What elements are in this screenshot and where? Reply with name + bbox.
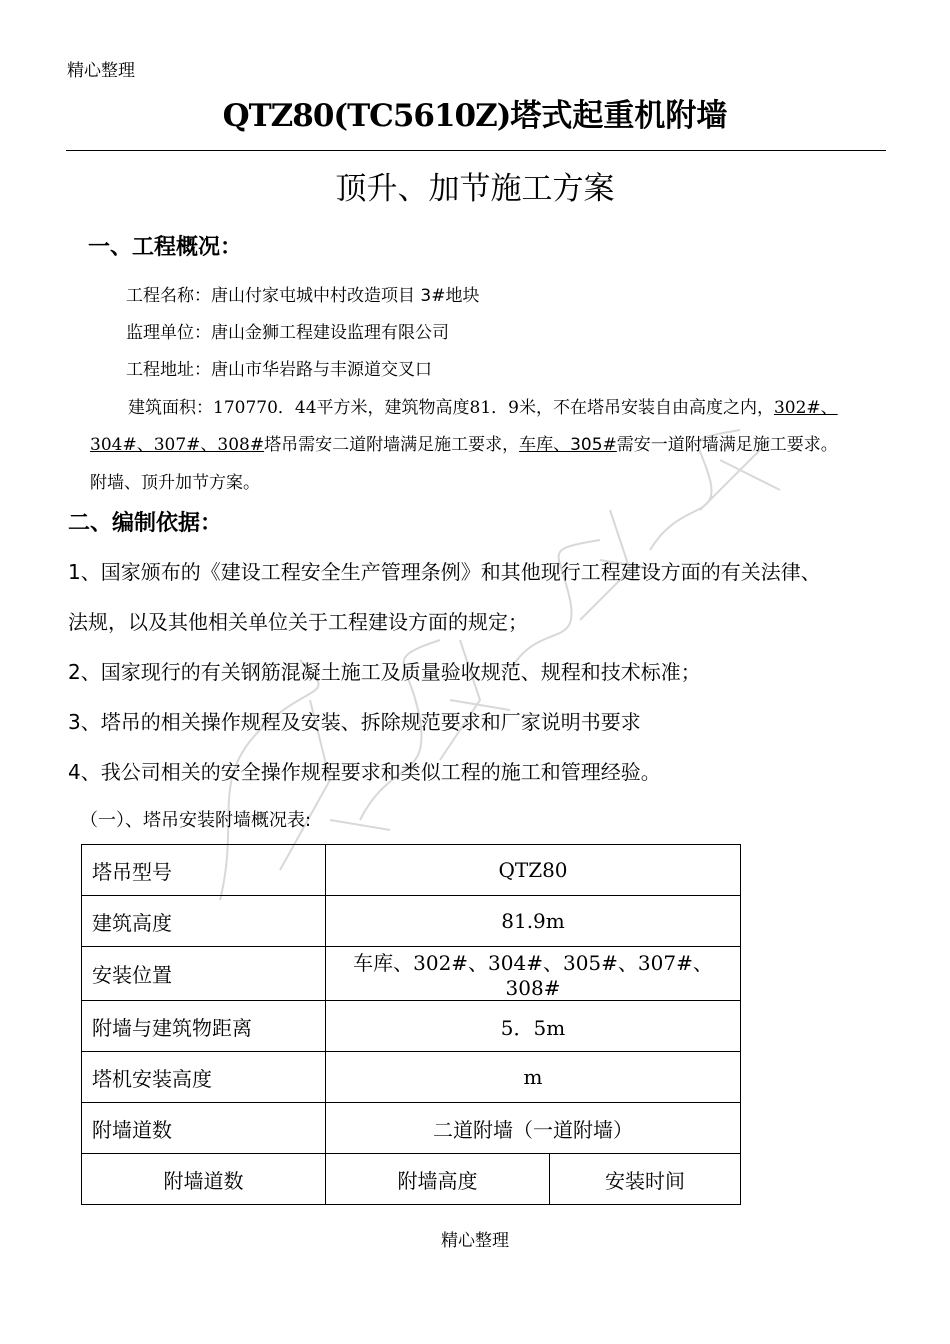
table-row <box>82 845 741 896</box>
basis-item-4: 4、我公司相关的安全操作规程要求和类似工程的施工和管理经验。 <box>68 760 661 784</box>
basis-item-2: 2、国家现行的有关钢筋混凝土施工及质量验收规范、规程和技术标准； <box>68 660 701 684</box>
document-subtitle: 顶升、加节施工方案 <box>335 171 615 207</box>
spec-label: 附墙与建筑物距离 <box>82 1001 326 1052</box>
spec-label: 安装位置 <box>82 947 326 1001</box>
height-value: 81．9 <box>469 398 519 418</box>
spec-label: 塔吊型号 <box>82 845 326 896</box>
area-label: 建筑面积： <box>128 398 213 418</box>
title-divider <box>66 150 886 151</box>
table-row <box>82 1052 741 1103</box>
spec-label: 塔机安装高度 <box>82 1052 326 1103</box>
section-heading-overview: 一、工程概况： <box>88 235 243 260</box>
column-header: 安装时间 <box>550 1154 741 1205</box>
table-row <box>82 1103 741 1154</box>
spec-label: 建筑高度 <box>82 896 326 947</box>
table-row <box>82 896 741 947</box>
title-name: 塔式起重机附墙 <box>510 98 728 134</box>
page-header-note: 精心整理 <box>67 61 135 81</box>
spec-value: m <box>326 1052 741 1103</box>
column-header: 附墙道数 <box>82 1154 326 1205</box>
height-text: 米，不在塔吊安装自由高度之内， <box>518 398 774 418</box>
table-row <box>82 947 741 1001</box>
title-model: QTZ80(TC5610Z) <box>222 98 511 134</box>
spec-label: 附墙道数 <box>82 1103 326 1154</box>
section-heading-basis: 二、编制依据： <box>68 511 223 536</box>
area-value: 170770．44 <box>213 398 317 418</box>
plan-summary-line: 附墙、顶升加节方案。 <box>90 473 260 493</box>
basis-item-1-line-2: 法规，以及其他相关单位关于工程建设方面的规定； <box>68 610 528 634</box>
underlined-towers-a: 302#、 <box>773 398 838 418</box>
area-text: 平方米，建筑物高度 <box>316 398 470 418</box>
underlined-towers-b: 304#、307#、308# <box>90 435 265 455</box>
column-header: 附墙高度 <box>326 1154 550 1205</box>
underlined-towers-c: 车库、305# <box>519 435 617 455</box>
spec-value: 81.9m <box>326 896 741 947</box>
tower-crane-spec-table <box>81 844 741 1205</box>
project-address: 工程地址：唐山市华岩路与丰源道交叉口 <box>126 360 432 380</box>
building-area-line <box>128 393 838 418</box>
spec-value: QTZ80 <box>326 845 741 896</box>
table-row <box>82 1001 741 1052</box>
spec-value: 5．5m <box>326 1001 741 1052</box>
page-footer-note: 精心整理 <box>441 1231 509 1251</box>
basis-item-1-line-1: 1、国家颁布的《建设工程安全生产管理条例》和其他现行工程建设方面的有关法律、 <box>68 560 821 584</box>
basis-item-3: 3、塔吊的相关操作规程及安装、拆除规范要求和厂家说明书要求 <box>68 710 641 734</box>
spec-value: 车库、302#、304#、305#、307#、308# <box>326 947 741 1001</box>
project-name: 工程名称：唐山付家屯城中村改造项目 3#地块 <box>126 286 480 306</box>
towers-requirement-line <box>90 430 838 455</box>
table-header-row <box>82 1154 741 1205</box>
document-title <box>0 90 950 135</box>
spec-value: 二道附墙（一道附墙） <box>326 1103 741 1154</box>
table-caption: （一）、塔吊安装附墙概况表: <box>80 810 312 831</box>
supervision-unit: 监理单位：唐山金狮工程建设监理有限公司 <box>126 323 449 343</box>
two-walls-text: 塔吊需安二道附墙满足施工要求， <box>264 435 520 455</box>
one-wall-text: 需安一道附墙满足施工要求。 <box>616 435 838 455</box>
